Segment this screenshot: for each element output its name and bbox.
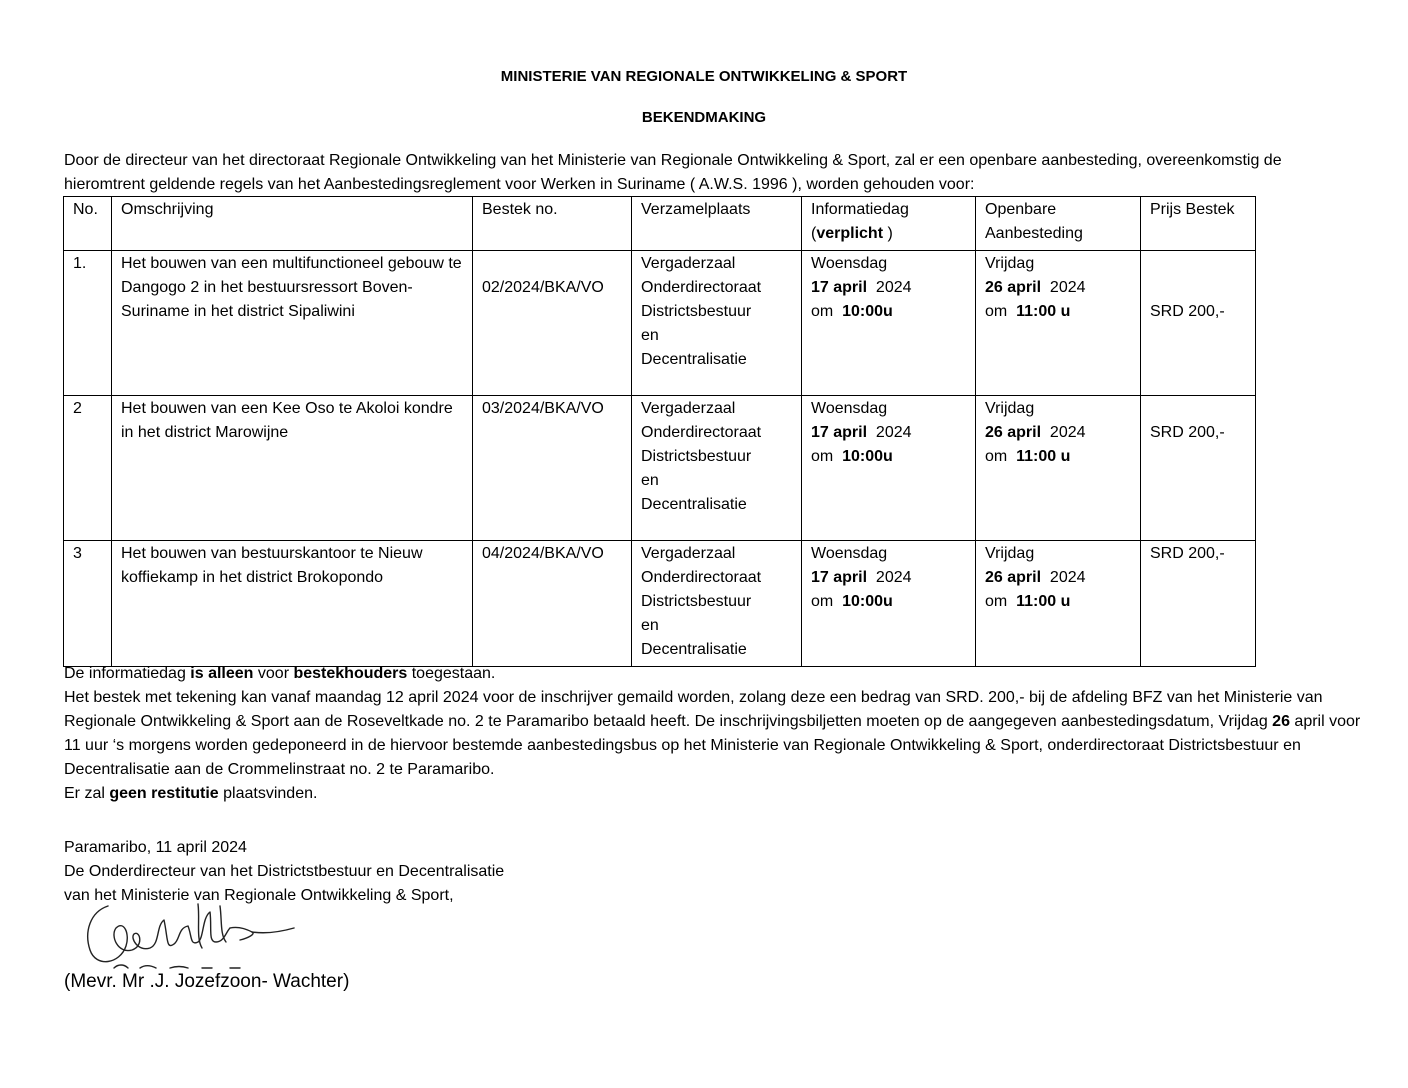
tender-table xyxy=(63,196,1256,667)
cell-omschrijving: Het bouwen van een multifunctioneel gebouw te Dangogo 2 in het bestuursressort Boven- Suriname in het district Sipaliwini xyxy=(112,251,473,396)
notice-paragraph-3 xyxy=(64,782,1364,806)
aanb-year: 2024 xyxy=(1049,424,1086,441)
plaats-line: Districtsbestuur xyxy=(641,303,752,320)
header-omschrijving: Omschrijving xyxy=(112,197,473,251)
notice-text: toegestaan. xyxy=(407,665,496,682)
plaats-line: Districtsbestuur xyxy=(641,593,752,610)
signature-image xyxy=(80,898,310,972)
document-title: BEKENDMAKING xyxy=(641,109,767,126)
aanb-time: 11:00 u xyxy=(1016,448,1071,465)
aanb-date: 26 april xyxy=(985,569,1042,586)
header-verzamelplaats: Verzamelplaats xyxy=(632,197,802,251)
plaats-line: en xyxy=(641,617,659,634)
aanb-om: om xyxy=(985,303,1008,320)
plaats-line: Vergaderzaal xyxy=(641,255,736,272)
cell-prijs xyxy=(1141,251,1256,396)
header-openbare: Openbare xyxy=(985,201,1057,218)
bestek-number: 02/2024/BKA/VO xyxy=(482,279,604,296)
table-header-row xyxy=(64,197,1256,251)
cell-aanbesteding xyxy=(976,251,1141,396)
prijs-value: SRD 200,- xyxy=(1150,424,1225,441)
info-date: 17 april xyxy=(811,279,868,296)
info-year: 2024 xyxy=(875,424,912,441)
notice-paragraph-1 xyxy=(64,662,1364,686)
info-year: 2024 xyxy=(875,569,912,586)
cell-bestek xyxy=(473,396,632,541)
cell-no: 3 xyxy=(64,541,112,667)
plaats-line: Onderdirectoraat xyxy=(641,424,762,441)
plaats-line: Onderdirectoraat xyxy=(641,279,762,296)
info-time: 10:00u xyxy=(842,593,893,610)
info-time: 10:00u xyxy=(842,303,893,320)
cell-no: 2 xyxy=(64,396,112,541)
aanb-day: Vrijdag xyxy=(985,400,1035,417)
cell-verzamelplaats xyxy=(632,251,802,396)
notice-text: april voor 11 uur ‘s morgens worden gedeponeerd in de hiervoor bestemde aanbestedingsbus op het Ministerie van Regionale Ontwikkeling & Sport, onderdirectoraat Districtsbestuur en Decentralisatie aan de Crommelinstraat no. 2 te Paramaribo. xyxy=(64,713,1361,778)
aanb-date: 26 april xyxy=(985,424,1042,441)
header-bestek: Bestek no. xyxy=(473,197,632,251)
info-day: Woensdag xyxy=(811,255,888,272)
cell-verzamelplaats xyxy=(632,541,802,667)
intro-paragraph: Door de directeur van het directoraat Regionale Ontwikkeling van het Ministerie van Regionale Ontwikkeling & Sport, zal er een openbare aanbesteding, overeenkomstig de hieromtrent geldende regels van het Aanbestedingsreglement voor Werken in Suriname ( A.W.S. 1996 ), worden gehouden voor: xyxy=(64,152,1282,193)
cell-informatiedag xyxy=(802,396,976,541)
header-aanbesteding: Aanbesteding xyxy=(985,225,1083,242)
header-informatiedag-label: Informatiedag xyxy=(811,201,909,218)
info-om: om xyxy=(811,448,834,465)
aanb-day: Vrijdag xyxy=(985,545,1035,562)
plaats-line: en xyxy=(641,327,659,344)
plaats-line: Decentralisatie xyxy=(641,351,747,368)
closing-line-1: De Onderdirecteur van het Districtstbestuur en Decentralisatie xyxy=(64,863,505,880)
aanb-time: 11:00 u xyxy=(1016,303,1071,320)
cell-aanbesteding xyxy=(976,541,1141,667)
info-om: om xyxy=(811,303,834,320)
plaats-line: en xyxy=(641,472,659,489)
aanb-date: 26 april xyxy=(985,279,1042,296)
plaats-line: Vergaderzaal xyxy=(641,545,736,562)
table-row xyxy=(64,396,1256,541)
aanb-time: 11:00 u xyxy=(1016,593,1071,610)
table-row xyxy=(64,251,1256,396)
notice-text: plaatsvinden. xyxy=(218,785,318,802)
cell-informatiedag xyxy=(802,541,976,667)
notice-text: Er zal xyxy=(64,785,110,802)
aanb-day: Vrijdag xyxy=(985,255,1035,272)
prijs-value: SRD 200,- xyxy=(1150,545,1225,562)
notice-bold: geen restitutie xyxy=(109,785,219,802)
info-date: 17 april xyxy=(811,569,868,586)
table-row xyxy=(64,541,1256,667)
header-no: No. xyxy=(64,197,112,251)
bestek-number: 03/2024/BKA/VO xyxy=(482,400,604,417)
notice-bold: is alleen xyxy=(190,665,254,682)
aanb-year: 2024 xyxy=(1049,569,1086,586)
header-openbare-aanbesteding xyxy=(976,197,1141,251)
notice-bold: bestekhouders xyxy=(293,665,408,682)
notice-bold: 26 xyxy=(1272,713,1290,730)
cell-omschrijving: Het bouwen van bestuurskantoor te Nieuw koffiekamp in het district Brokopondo xyxy=(112,541,473,667)
notice-text: De informatiedag xyxy=(64,665,191,682)
aanb-om: om xyxy=(985,448,1008,465)
header-informatiedag: Informatiedag (verplicht ) xyxy=(802,197,976,251)
info-year: 2024 xyxy=(875,279,912,296)
ministry-heading: MINISTERIE VAN REGIONALE ONTWIKKELING & SPORT xyxy=(500,68,908,85)
info-date: 17 april xyxy=(811,424,868,441)
cell-prijs xyxy=(1141,541,1256,667)
info-day: Woensdag xyxy=(811,545,888,562)
bestek-number: 04/2024/BKA/VO xyxy=(482,545,604,562)
cell-bestek xyxy=(473,541,632,667)
header-verplicht: verplicht xyxy=(816,225,884,242)
cell-prijs xyxy=(1141,396,1256,541)
header-prijs: Prijs Bestek xyxy=(1141,197,1256,251)
cell-verzamelplaats xyxy=(632,396,802,541)
plaats-line: Districtsbestuur xyxy=(641,448,752,465)
plaats-line: Decentralisatie xyxy=(641,641,747,658)
cell-omschrijving: Het bouwen van een Kee Oso te Akoloi kondre in het district Marowijne xyxy=(112,396,473,541)
info-om: om xyxy=(811,593,834,610)
notice-text: voor xyxy=(253,665,294,682)
signer-name: (Mevr. Mr .J. Jozefzoon- Wachter) xyxy=(64,971,350,992)
plaats-line: Onderdirectoraat xyxy=(641,569,762,586)
closing-line-2: van het Ministerie van Regionale Ontwikkeling & Sport, xyxy=(64,887,454,904)
info-day: Woensdag xyxy=(811,400,888,417)
notice-text: Het bestek met tekening kan vanaf maandag 12 april 2024 voor de inschrijver gemaild worden, zolang deze een bedrag van SRD. 200,- bij de afdeling BFZ van het Ministerie van Regionale Ontwikkeling & Sport aan de Roseveltkade no. 2 te Paramaribo betaald heeft. De inschrijvingsbiljetten moeten op de aangegeven aanbestedingsdatum, Vrijdag xyxy=(64,689,1323,730)
plaats-line: Vergaderzaal xyxy=(641,400,736,417)
place-date: Paramaribo, 11 april 2024 xyxy=(64,839,247,856)
cell-bestek xyxy=(473,251,632,396)
prijs-value: SRD 200,- xyxy=(1150,303,1225,320)
plaats-line: Decentralisatie xyxy=(641,496,747,513)
cell-aanbesteding xyxy=(976,396,1141,541)
notice-section xyxy=(64,662,1364,806)
notice-paragraph-2 xyxy=(64,686,1364,782)
cell-informatiedag xyxy=(802,251,976,396)
aanb-om: om xyxy=(985,593,1008,610)
cell-no: 1. xyxy=(64,251,112,396)
info-time: 10:00u xyxy=(842,448,893,465)
aanb-year: 2024 xyxy=(1049,279,1086,296)
